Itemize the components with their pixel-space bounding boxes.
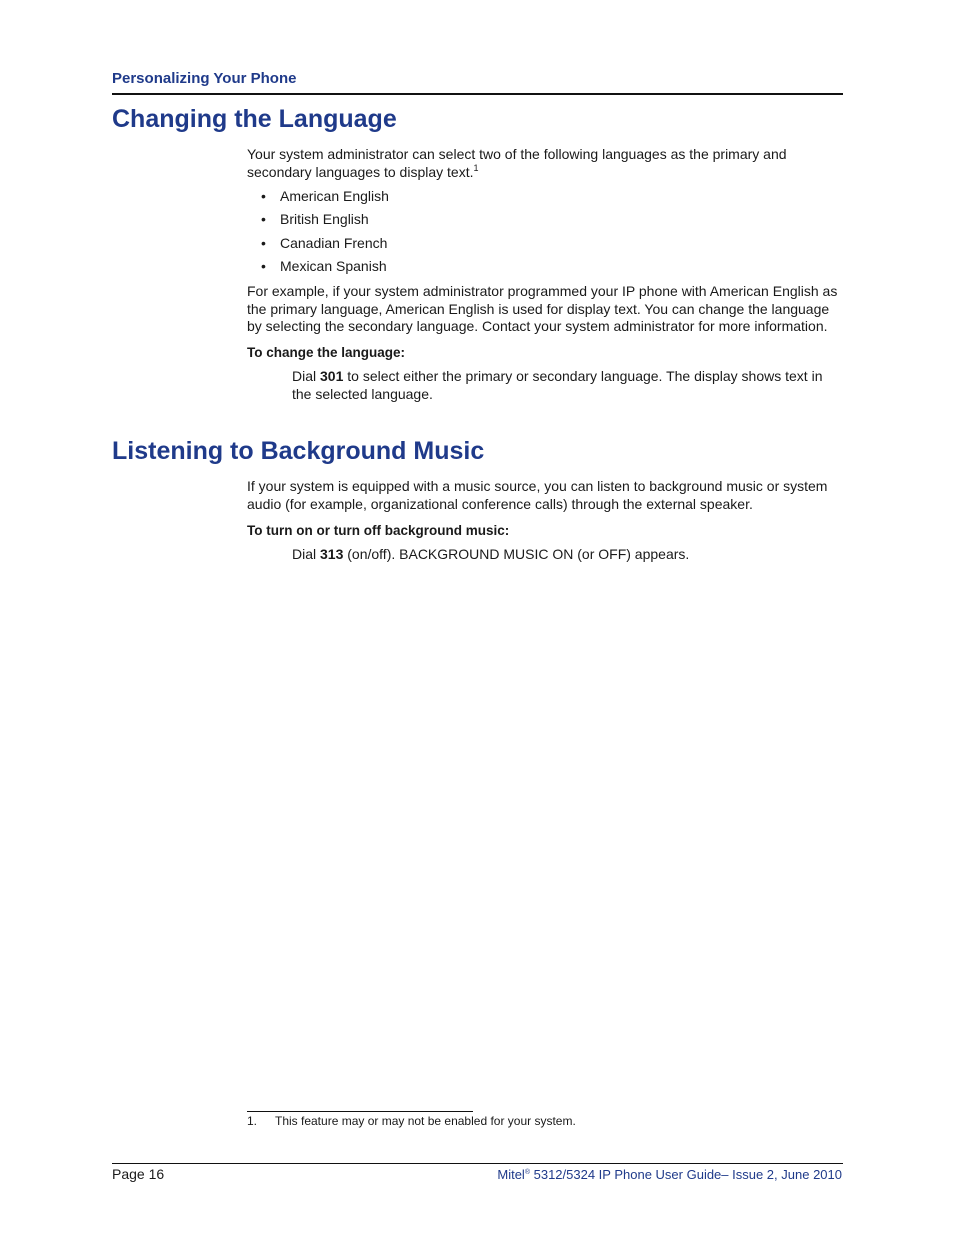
list-item: • Mexican Spanish [247,256,389,279]
procedure-step-music [292,545,843,563]
header-rule [112,93,843,95]
feature-code-301: 301 [320,368,344,384]
footnote-reference: 1 [473,162,479,173]
list-item: • American English [247,186,389,209]
footnote-text: This feature may or may not be enabled for your system. [275,1114,576,1128]
registered-mark: ® [524,1169,530,1176]
list-item: • Canadian French [247,233,389,256]
procedure-heading-language: To change the language: [247,345,406,360]
music-intro-paragraph: If your system is equipped with a music source, you can listen to background music or system audio (for example, organizational conference calls) through the external speaker. [247,478,828,512]
language-list [247,186,389,279]
footnote-number: 1. [247,1114,258,1128]
language-intro-paragraph [247,146,843,181]
step-text: (on/off). BACKGROUND MUSIC ON (or OFF) appears. [343,546,690,562]
step-text: to select either the primary or secondary language. The display shows text in the selected language. [292,368,823,402]
running-head: Personalizing Your Phone [112,70,297,87]
step-prefix: Dial [292,368,321,384]
list-item: • British English [247,209,389,232]
language-intro-text: Your system administrator can select two of the following languages as the primary and secondary languages to display text. [247,146,787,180]
section-title-language: Changing the Language [112,105,397,133]
procedure-step-language [292,367,843,403]
footnote [247,1114,576,1128]
page-number: Page 16 [112,1166,165,1182]
feature-code-313: 313 [320,546,344,562]
footnote-rule [247,1111,473,1112]
step-prefix: Dial [292,546,321,562]
procedure-heading-music: To turn on or turn off background music: [247,523,510,538]
footer-rule [112,1163,843,1164]
document-title-text: 5312/5324 IP Phone User Guide– Issue 2, June 2010 [530,1167,842,1182]
section-title-music: Listening to Background Music [112,437,485,465]
document-title [497,1167,842,1182]
language-example-paragraph: For example, if your system administrator programmed your IP phone with American English as the primary language, American English is used for display text. You can change the language by selecting the secondary language. Contact your system administrator for more information. [247,283,838,334]
brand-name: Mitel [497,1167,525,1182]
